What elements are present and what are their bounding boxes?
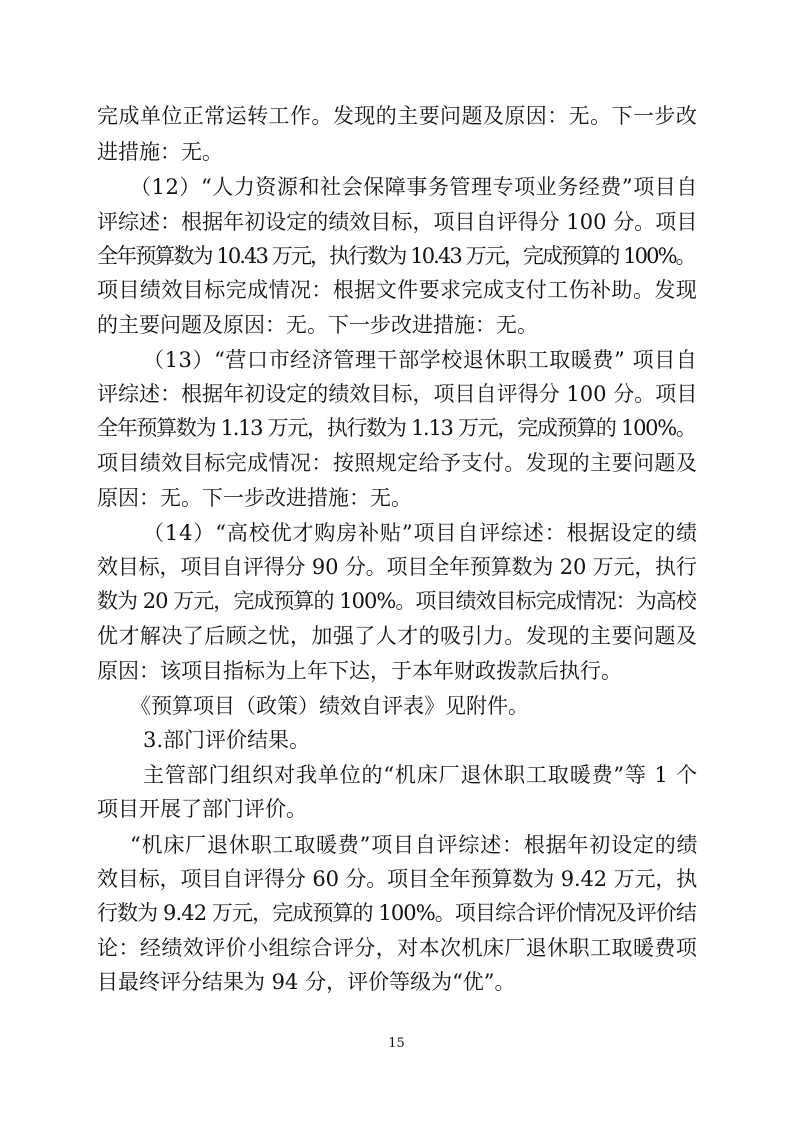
text-line: 数为 20 万元，完成预算的 100%。项目绩效目标完成情况：为高校 — [97, 589, 696, 613]
text-line: 全年预算数为 1.13 万元，执行数为 1.13 万元，完成预算的 100%。 — [97, 416, 696, 440]
text-line: 评综述：根据年初设定的绩效目标，项目自评得分 100 分。项目 — [97, 382, 698, 406]
text-line: 效目标，项目自评得分 60 分。项目全年预算数为 9.42 万元，执 — [97, 867, 698, 891]
text-line: 效目标，项目自评得分 90 分。项目全年预算数为 20 万元，执行 — [97, 555, 697, 579]
text-line: 全年预算数为 10.43 万元，执行数为 10.43 万元，完成预算的 100%。 — [97, 244, 695, 268]
text-line: 论：经绩效评价小组综合评分，对本次机床厂退休职工取暖费项 — [97, 936, 698, 960]
text-line: 进措施：无。 — [97, 140, 223, 164]
text-line: “机床厂退休职工取暖费”项目自评综述：根据年初设定的绩 — [130, 833, 699, 857]
text-line: （12）“人力资源和社会保障事务管理专项业务经费”项目自 — [130, 175, 698, 199]
text-line: 《预算项目（政策）绩效自评表》见附件。 — [130, 694, 529, 718]
text-line: 原因：该项目指标为上年下达，于本年财政拨款后执行。 — [97, 659, 622, 683]
text-line: 项目绩效目标完成情况：按照规定给予支付。发现的主要问题及 — [97, 451, 698, 475]
text-line: 3.部门评价结果。 — [143, 728, 311, 752]
text-line: 项目开展了部门评价。 — [97, 797, 307, 821]
text-line: 完成单位正常运转工作。发现的主要问题及原因：无。下一步改 — [97, 104, 698, 128]
text-line: 行数为 9.42 万元，完成预算的 100%。项目综合评价情况及评价结 — [97, 901, 696, 925]
text-line: 评综述：根据年初设定的绩效目标，项目自评得分 100 分。项目 — [97, 210, 698, 234]
text-line: 主管部门组织对我单位的“机床厂退休职工取暖费”等 1 个 — [143, 763, 698, 787]
text-line: 目最终评分结果为 94 分，评价等级为“优”。 — [97, 970, 516, 994]
text-line: （14）“高校优才购房补贴”项目自评综述：根据设定的绩 — [143, 521, 698, 545]
text-line: 优才解决了后顾之忧，加强了人才的吸引力。发现的主要问题及 — [97, 624, 698, 648]
page-number: 15 — [388, 1036, 405, 1051]
text-line: （13）“营口市经济管理干部学校退休职工取暖费” 项目自 — [143, 348, 698, 372]
text-line: 的主要问题及原因：无。下一步改进措施：无。 — [97, 313, 538, 337]
text-line: 项目绩效目标完成情况：根据文件要求完成支付工伤补助。发现 — [97, 278, 698, 302]
text-line: 原因：无。下一步改进措施：无。 — [97, 486, 412, 510]
